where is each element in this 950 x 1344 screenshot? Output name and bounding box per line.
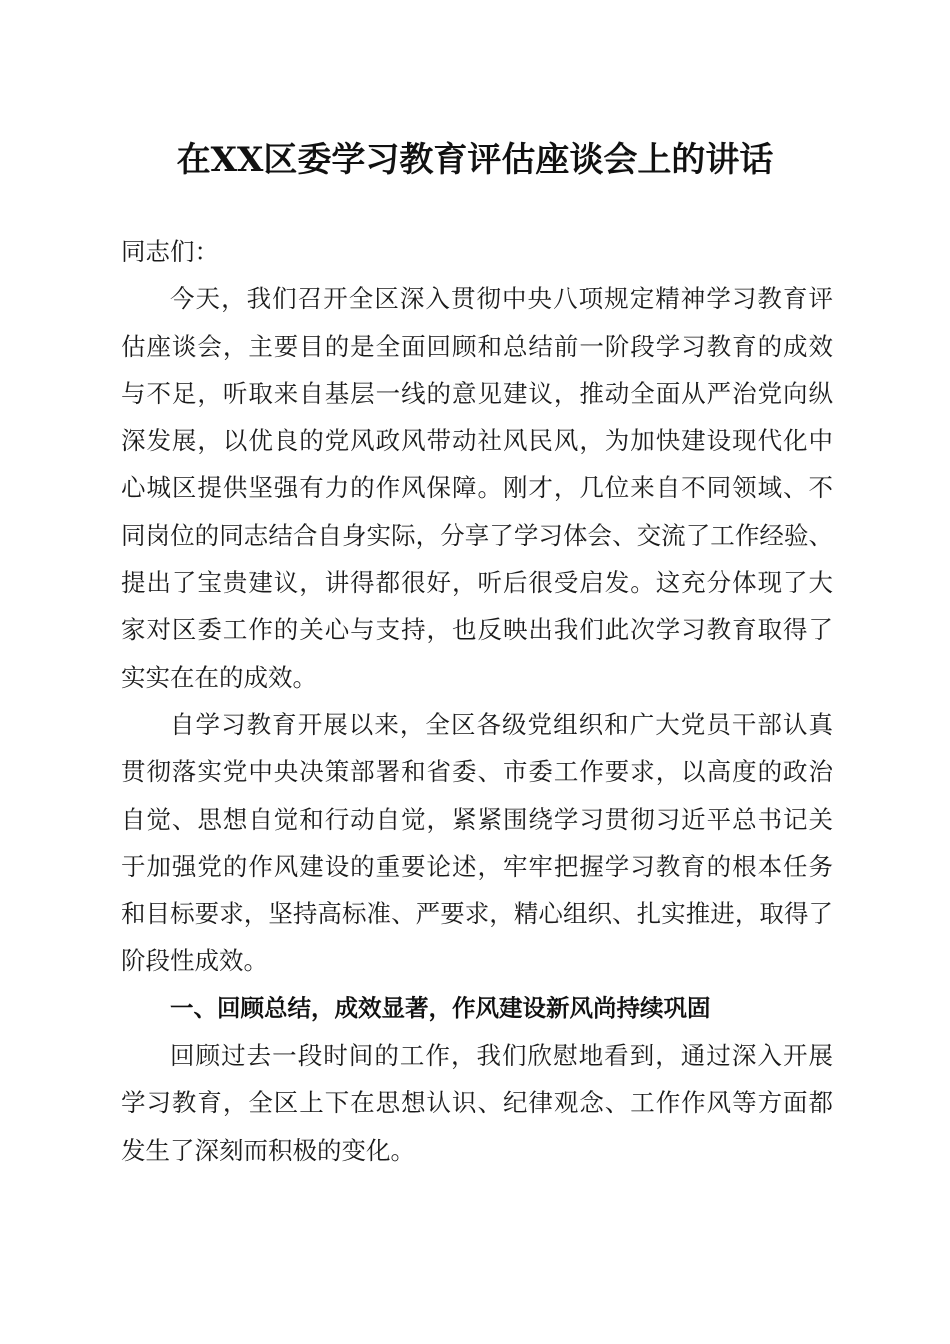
paragraph-line: 和目标要求，坚持高标准、严要求，精心组织、扎实推进，取得了 [121,899,833,929]
paragraph-line: 估座谈会，主要目的是全面回顾和总结前一阶段学习教育的成效 [121,331,833,361]
paragraph-line: 提出了宝贵建议，讲得都很好，听后很受启发。这充分体现了大 [121,568,833,598]
section-heading: 一、回顾总结，成效显著，作风建设新风尚持续巩固 [170,993,711,1022]
paragraph-opening [121,275,833,701]
paragraph-line: 回顾过去一段时间的工作，我们欣慰地看到，通过深入开展 [170,1041,833,1071]
paragraph-line: 深发展，以优良的党风政风带动社风民风，为加快建设现代化中 [121,426,833,456]
document-body [121,228,833,1174]
document-title: 在XX区委学习教育评估座谈会上的讲话 [176,140,774,180]
paragraph-line: 与不足，听取来自基层一线的意见建议，推动全面从严治党向纵 [121,378,833,408]
paragraph-line: 家对区委工作的关心与支持，也反映出我们此次学习教育取得了 [121,615,833,645]
paragraph-progress [121,701,833,985]
paragraph-line: 自学习教育开展以来，全区各级党组织和广大党员干部认真 [170,709,833,739]
paragraph-line: 今天，我们召开全区深入贯彻中央八项规定精神学习教育评 [170,284,833,314]
paragraph-line: 心城区提供坚强有力的作风保障。刚才，几位来自不同领域、不 [121,473,833,503]
paragraph-line: 自觉、思想自觉和行动自觉，紧紧围绕学习贯彻习近平总书记关 [121,804,833,834]
salutation: 同志们： [121,237,219,266]
paragraph-line: 阶段性成效。 [121,946,268,976]
paragraph-line: 贯彻落实党中央决策部署和省委、市委工作要求，以高度的政治 [121,757,833,787]
paragraph-line: 学习教育，全区上下在思想认识、纪律观念、工作作风等方面都 [121,1088,833,1118]
paragraph-line: 实实在在的成效。 [121,662,317,692]
paragraph-line: 于加强党的作风建设的重要论述，牢牢把握学习教育的根本任务 [121,851,833,881]
paragraph-line: 发生了深刻而积极的变化。 [121,1135,415,1165]
paragraph-review [121,1032,833,1174]
paragraph-line: 同岗位的同志结合自身实际，分享了学习体会、交流了工作经验、 [121,520,833,550]
